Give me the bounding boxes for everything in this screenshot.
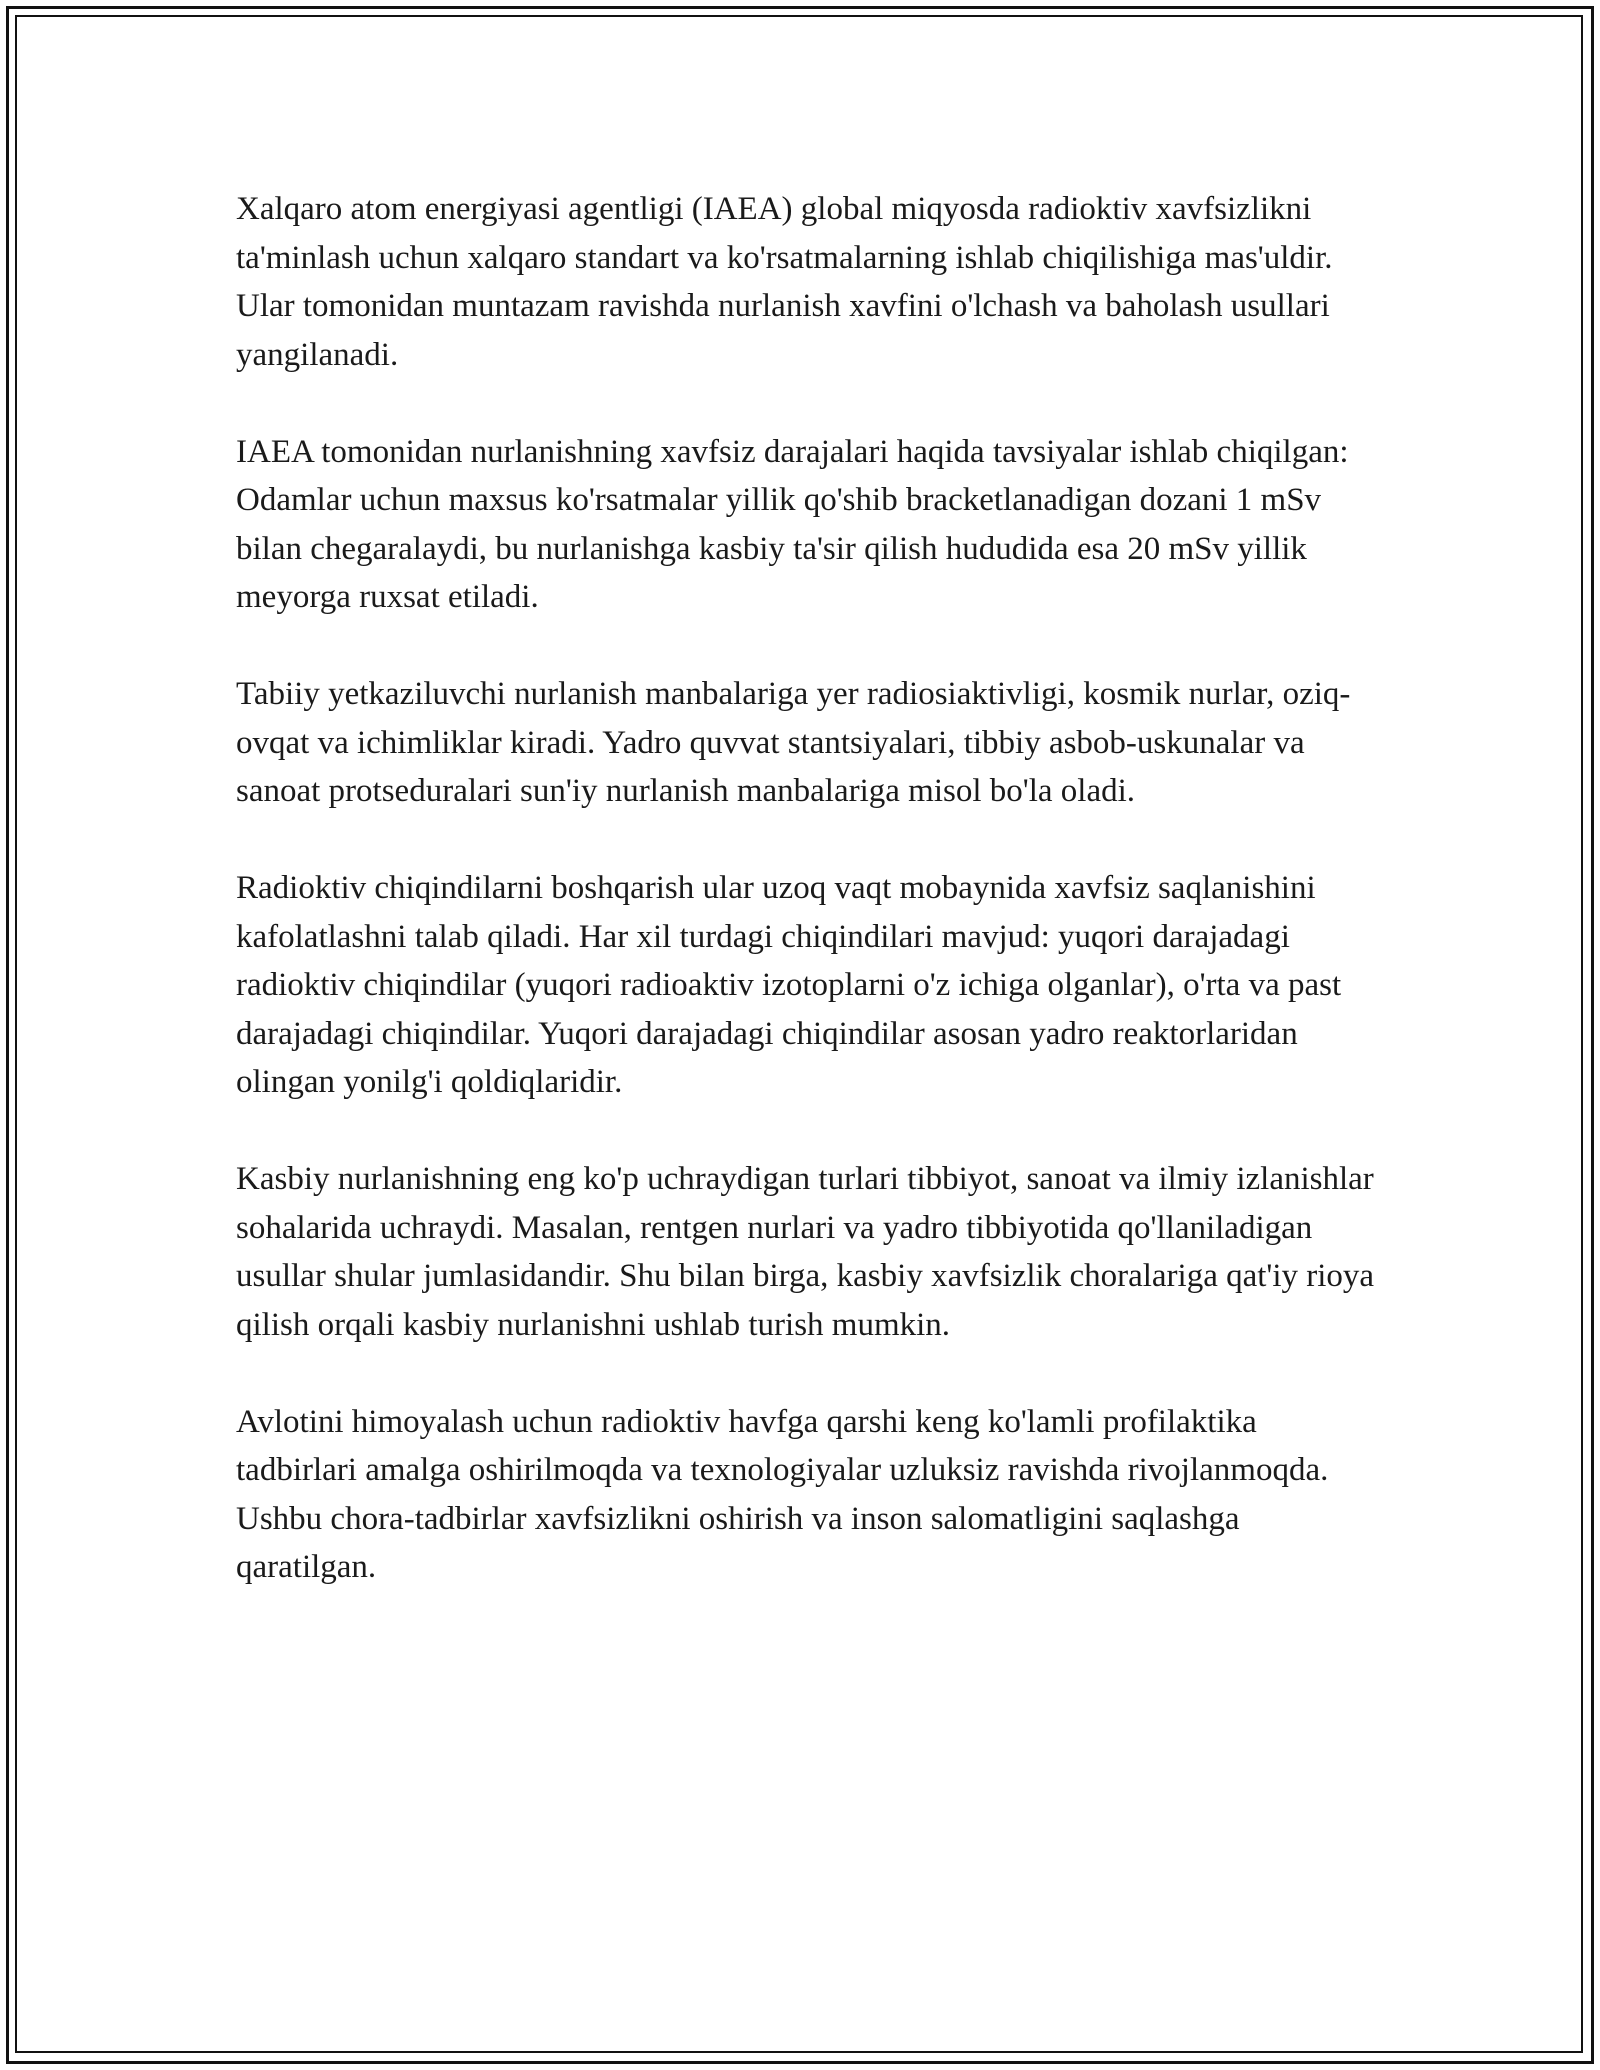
paragraph-occupational-exposure: Kasbiy nurlanishning eng ko'p uchraydigan turlari tibbiyot, sanoat va ilmiy izlanishlar sohalarida uchraydi. Masalan, rentgen nurlari va yadro tibbiyotida qo'llaniladigan usullar shular jumlasidandir. Shu bilan birga, kasbiy xavfsizlik choralariga qat'iy rioya qilish orqali kasbiy nurlanishni ushlab turish mumkin. — [236, 1161, 1375, 1343]
paragraph-radiation-sources: Tabiiy yetkaziluvchi nurlanish manbalariga yer radiosiaktivligi, kosmik nurlar, oziq-ovqat va ichimliklar kiradi. Yadro quvvat stantsiyalari, tibbiy asbob-uskunalar va sanoat protseduralari sun'iy nurlanish manbalariga misol bo'la oladi. — [236, 676, 1351, 809]
document-body — [236, 185, 1376, 1640]
paragraph-waste-management: Radioktiv chiqindilarni boshqarish ular uzoq vaqt mobaynida xavfsiz saqlanishini kafolatlashni talab qiladi. Har xil turdagi chiqindilari mavjud: yuqori darajadagi radioktiv chiqindilar (yuqori radioaktiv izotoplarni o'z ichiga olganlar), o'rta va past darajadagi chiqindilar. Yuqori darajadagi chiqindilar asosan yadro reaktorlaridan olingan yonilg'i qoldiqlaridir. — [236, 870, 1342, 1100]
paragraph-safe-dose-limits: IAEA tomonidan nurlanishning xavfsiz darajalari haqida tavsiyalar ishlab chiqilgan: Odamlar uchun maxsus ko'rsatmalar yillik qo'shib bracketlanadigan dozani 1 mSv bilan chegaralaydi, bu nurlanishga kasbiy ta'sir qilish hududida esa 20 mSv yillik meyorga ruxsat etiladi. — [236, 433, 1349, 615]
paragraph-protection-measures: Avlotini himoyalash uchun radioktiv havfga qarshi keng ko'lamli profilaktika tadbirlari amalga oshirilmoqda va texnologiyalar uzluksiz ravishda rivojlanmoqda. Ushbu chora-tadbirlar xavfsizlikni oshirish va inson salomatligini saqlashga qaratilgan. — [236, 1403, 1329, 1585]
paragraph-iaea-standards: Xalqaro atom energiyasi agentligi (IAEA) global miqyosda radioktiv xavfsizlikni ta'minlash uchun xalqaro standart va ko'rsatmalarning ishlab chiqilishiga mas'uldir. Ular tomonidan muntazam ravishda nurlanish xavfini o'lchash va baholash usullari yangilanadi. — [236, 191, 1333, 373]
